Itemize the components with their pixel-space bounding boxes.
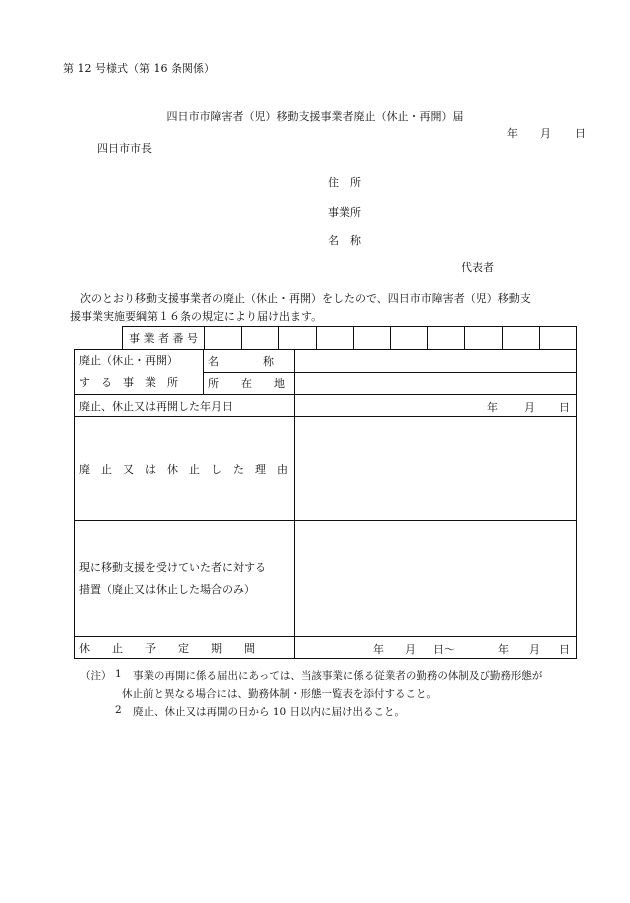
applicant-address-label: 住 所 [328,176,361,189]
reason-field[interactable] [295,417,577,521]
note-1-line-2: 休止前と異なる場合には、勤務体制・形態一覧表を添付すること。 [122,688,437,700]
form-title: 四日市市障害者（児）移動支援事業者廃止（休止・再開）届 [166,110,464,123]
business-number-digit-box[interactable] [242,327,279,349]
suspension-to-year: 年 [498,643,509,656]
header-day: 日 [575,127,586,140]
intro-line-1: 次のとおり移動支援事業者の廃止（休止・再開）をしたので、四日市市障害者（児）移動支 [80,292,531,305]
business-number-digit-box[interactable] [205,327,242,349]
applicant-representative-label: 代表者 [461,261,494,274]
addressee: 四日市市長 [97,142,152,155]
business-number-digit-box[interactable] [391,327,428,349]
measures-line2: 措置（廃止又は休止した場合のみ） [79,582,255,596]
office-label-line2: す る 事 業 所 [79,376,178,389]
office-label [75,350,204,395]
intro-text [70,290,587,326]
applicant-business-label: 事業所 [328,206,361,219]
date-row-day: 日 [559,401,570,414]
office-name-field[interactable] [295,350,577,373]
measures-label [75,521,295,637]
suspension-from-year: 年 [373,643,384,656]
suspension-to-day: 日 [559,643,570,656]
business-number-digit-box[interactable] [465,327,502,349]
applicant-name-label: 名 称 [328,234,361,247]
date-row-month: 月 [524,401,535,414]
suspension-label: 休 止 予 定 期 間 [75,637,295,659]
office-label-line1: 廃止（休止・再開） [79,354,178,367]
business-number-row [123,327,577,350]
business-number-digit-box[interactable] [503,327,540,349]
business-number-digit-box[interactable] [428,327,465,349]
business-number-digit-box[interactable] [317,327,354,349]
note-1-number: 1 [115,668,122,680]
measures-line1: 現に移動支援を受けていた者に対する [79,560,266,574]
form-number: 第 12 号様式（第 16 条関係） [63,62,215,75]
header-month: 月 [540,127,551,140]
business-number-digit-box[interactable] [540,327,576,349]
notification-table [74,326,577,659]
business-number-digit-box[interactable] [354,327,391,349]
reason-label: 廃 止 又 は 休 止 し た 理 由 [75,417,295,521]
office-name-label: 名 称 [204,350,295,373]
note-1-line-1: 事業の再開に係る届出にあっては、当該事業に係る従業者の勤務の体制及び勤務形態が [133,670,543,682]
date-row-label: 廃止、休止又は再開した年月日 [75,395,295,417]
suspension-from-day: 日～ [433,643,455,656]
suspension-from-month: 月 [405,643,416,656]
intro-line-2: 援事業実施要綱第１６条の規定により届け出ます。 [70,310,323,323]
office-location-field[interactable] [295,372,577,395]
suspension-to-month: 月 [529,643,540,656]
suspension-field[interactable] [295,637,577,659]
notes-prefix: （注） [80,670,112,682]
note-2-text: 廃止、休止又は再開の日から 10 日以内に届け出ること。 [133,706,406,718]
note-2-number: 2 [115,704,122,716]
header-year: 年 [507,127,518,140]
office-location-label: 所 在 地 [204,372,295,395]
date-row-year: 年 [487,401,498,414]
business-number-boxes[interactable] [205,327,576,349]
measures-field[interactable] [295,521,577,637]
business-number-digit-box[interactable] [279,327,316,349]
date-row-field[interactable] [295,395,577,417]
business-number-label: 事 業 者 番 号 [123,327,205,349]
